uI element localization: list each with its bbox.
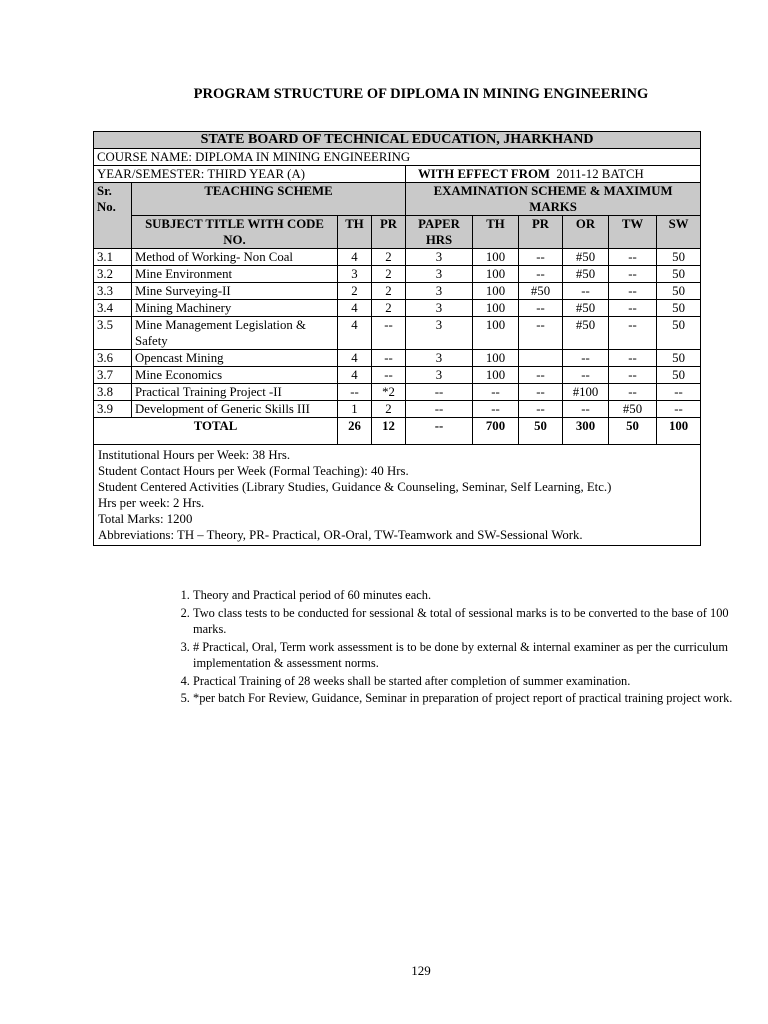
sr-no: 3.2: [94, 266, 132, 283]
exam-tw: --: [609, 317, 657, 350]
subject-title: Opencast Mining: [132, 350, 338, 367]
sr-no: 3.8: [94, 384, 132, 401]
paper-hrs: 3: [406, 249, 473, 266]
exam-pr: --: [519, 367, 563, 384]
exam-th: 100: [473, 350, 519, 367]
total-paper-hrs: --: [406, 418, 473, 445]
teaching-th: 4: [338, 249, 372, 266]
paper-hrs: 3: [406, 350, 473, 367]
total-th: 26: [338, 418, 372, 445]
table-row: [94, 367, 701, 384]
exam-tw: --: [609, 350, 657, 367]
table-row: [94, 384, 701, 401]
footnote-item: 4. Practical Training of 28 weeks shall be started after completion of summer examination.: [193, 673, 733, 690]
note-line: Abbreviations: TH – Theory, PR- Practical, OR-Oral, TW-Teamwork and SW-Sessional Work.: [98, 528, 583, 542]
exam-tw: --: [609, 384, 657, 401]
exam-pr: --: [519, 401, 563, 418]
exam-tw: --: [609, 300, 657, 317]
teaching-th: 4: [338, 367, 372, 384]
header-sr-no: Sr. No.: [94, 183, 132, 249]
teaching-pr: 2: [372, 266, 406, 283]
table-row: [94, 350, 701, 367]
total-exam-pr: 50: [519, 418, 563, 445]
subject-title: Method of Working- Non Coal: [132, 249, 338, 266]
header-exam-th: TH: [473, 216, 519, 249]
exam-pr: [519, 350, 563, 367]
header-subject-title: SUBJECT TITLE WITH CODE NO.: [132, 216, 338, 249]
exam-or: --: [563, 367, 609, 384]
sr-no: 3.4: [94, 300, 132, 317]
exam-or: --: [563, 283, 609, 300]
paper-hrs: 3: [406, 300, 473, 317]
paper-hrs: 3: [406, 283, 473, 300]
header-row-2: [94, 216, 701, 249]
board-name: STATE BOARD OF TECHNICAL EDUCATION, JHARKHAND: [94, 132, 701, 149]
exam-pr: --: [519, 249, 563, 266]
exam-th: 100: [473, 367, 519, 384]
table-row: [94, 401, 701, 418]
year-semester-row: [94, 166, 701, 183]
course-name-row: [94, 149, 701, 166]
exam-pr: #50: [519, 283, 563, 300]
header-sw: SW: [657, 216, 701, 249]
exam-or: #50: [563, 317, 609, 350]
exam-sw: 50: [657, 317, 701, 350]
teaching-th: 1: [338, 401, 372, 418]
paper-hrs: --: [406, 401, 473, 418]
total-tw: 50: [609, 418, 657, 445]
teaching-pr: --: [372, 367, 406, 384]
exam-sw: --: [657, 384, 701, 401]
exam-sw: 50: [657, 300, 701, 317]
notes-block: [94, 445, 701, 546]
teaching-pr: 2: [372, 249, 406, 266]
sr-no: 3.5: [94, 317, 132, 350]
exam-pr: --: [519, 300, 563, 317]
exam-sw: 50: [657, 249, 701, 266]
exam-or: #50: [563, 266, 609, 283]
header-row-1: [94, 183, 701, 216]
teaching-th: 4: [338, 300, 372, 317]
teaching-pr: --: [372, 350, 406, 367]
subject-title: Mine Environment: [132, 266, 338, 283]
exam-pr: --: [519, 317, 563, 350]
subject-title: Mine Surveying-II: [132, 283, 338, 300]
note-line: Institutional Hours per Week: 38 Hrs.: [98, 448, 291, 462]
exam-tw: #50: [609, 401, 657, 418]
page-number: 129: [411, 963, 431, 978]
header-exam-scheme: EXAMINATION SCHEME & MAXIMUM MARKS: [406, 183, 701, 216]
footnote-item: 1. Theory and Practical period of 60 minutes each.: [193, 587, 733, 604]
sr-no: 3.7: [94, 367, 132, 384]
subject-title: Mining Machinery: [132, 300, 338, 317]
exam-or: #100: [563, 384, 609, 401]
subject-title: Mine Economics: [132, 367, 338, 384]
table-row: [94, 266, 701, 283]
table-row: [94, 300, 701, 317]
footnote-item: 5. *per batch For Review, Guidance, Seminar in preparation of project report of practical training project work.: [193, 690, 733, 707]
exam-sw: 50: [657, 350, 701, 367]
exam-tw: --: [609, 367, 657, 384]
header-paper-hrs: PAPER HRS: [406, 216, 473, 249]
note-line: Total Marks: 1200: [98, 512, 193, 526]
effect-value: 2011-12 BATCH: [556, 167, 644, 181]
teaching-th: 4: [338, 317, 372, 350]
header-teaching-scheme: TEACHING SCHEME: [132, 183, 406, 216]
footnote-item: 3. # Practical, Oral, Term work assessment is to be done by external & internal examiner as per the curriculum implementation & assessment norms.: [193, 639, 733, 672]
exam-th: --: [473, 401, 519, 418]
teaching-pr: 2: [372, 283, 406, 300]
teaching-th: --: [338, 384, 372, 401]
note-line: Student Centered Activities (Library Studies, Guidance & Counseling, Seminar, Self Learning, Etc.): [98, 480, 612, 494]
teaching-pr: 2: [372, 300, 406, 317]
exam-or: #50: [563, 300, 609, 317]
sr-no: 3.6: [94, 350, 132, 367]
exam-th: --: [473, 384, 519, 401]
note-line: Hrs per week: 2 Hrs.: [98, 496, 205, 510]
exam-th: 100: [473, 249, 519, 266]
header-th: TH: [338, 216, 372, 249]
notes-row: [94, 445, 701, 546]
total-exam-th: 700: [473, 418, 519, 445]
sr-no: 3.1: [94, 249, 132, 266]
table-row: [94, 283, 701, 300]
header-exam-pr: PR: [519, 216, 563, 249]
note-line: Student Contact Hours per Week (Formal Teaching): 40 Hrs.: [98, 464, 409, 478]
subject-title: Practical Training Project -II: [132, 384, 338, 401]
total-pr: 12: [372, 418, 406, 445]
table-row: [94, 317, 701, 350]
exam-pr: --: [519, 384, 563, 401]
course-name: COURSE NAME: DIPLOMA IN MINING ENGINEERING: [94, 149, 701, 166]
exam-sw: 50: [657, 283, 701, 300]
header-pr: PR: [372, 216, 406, 249]
exam-th: 100: [473, 266, 519, 283]
sr-no: 3.3: [94, 283, 132, 300]
exam-pr: --: [519, 266, 563, 283]
total-sw: 100: [657, 418, 701, 445]
teaching-pr: --: [372, 317, 406, 350]
board-row: [94, 132, 701, 149]
header-tw: TW: [609, 216, 657, 249]
exam-th: 100: [473, 300, 519, 317]
teaching-th: 4: [338, 350, 372, 367]
subject-title: Development of Generic Skills III: [132, 401, 338, 418]
page-title: PROGRAM STRUCTURE OF DIPLOMA IN MINING ENGINEERING: [193, 86, 649, 102]
footnote-item: 2. Two class tests to be conducted for sessional & total of sessional marks is to be converted to the base of 100 marks.: [193, 605, 733, 638]
paper-hrs: 3: [406, 317, 473, 350]
program-structure-table: [93, 131, 701, 546]
year-semester: YEAR/SEMESTER: THIRD YEAR (A): [94, 166, 406, 183]
paper-hrs: 3: [406, 367, 473, 384]
teaching-th: 3: [338, 266, 372, 283]
total-label: TOTAL: [94, 418, 338, 445]
exam-sw: 50: [657, 367, 701, 384]
exam-or: #50: [563, 249, 609, 266]
exam-tw: --: [609, 249, 657, 266]
table-row: [94, 249, 701, 266]
teaching-pr: 2: [372, 401, 406, 418]
total-or: 300: [563, 418, 609, 445]
effect-label: WITH EFFECT FROM: [418, 167, 551, 181]
total-row: [94, 418, 701, 445]
exam-th: 100: [473, 317, 519, 350]
header-or: OR: [563, 216, 609, 249]
exam-or: --: [563, 350, 609, 367]
paper-hrs: 3: [406, 266, 473, 283]
effect-from: [406, 166, 701, 183]
footnotes-list: [163, 587, 733, 708]
exam-th: 100: [473, 283, 519, 300]
sr-no: 3.9: [94, 401, 132, 418]
teaching-pr: *2: [372, 384, 406, 401]
exam-sw: 50: [657, 266, 701, 283]
paper-hrs: --: [406, 384, 473, 401]
subject-title: Mine Management Legislation & Safety: [132, 317, 338, 350]
exam-tw: --: [609, 266, 657, 283]
teaching-th: 2: [338, 283, 372, 300]
exam-tw: --: [609, 283, 657, 300]
exam-sw: --: [657, 401, 701, 418]
exam-or: --: [563, 401, 609, 418]
